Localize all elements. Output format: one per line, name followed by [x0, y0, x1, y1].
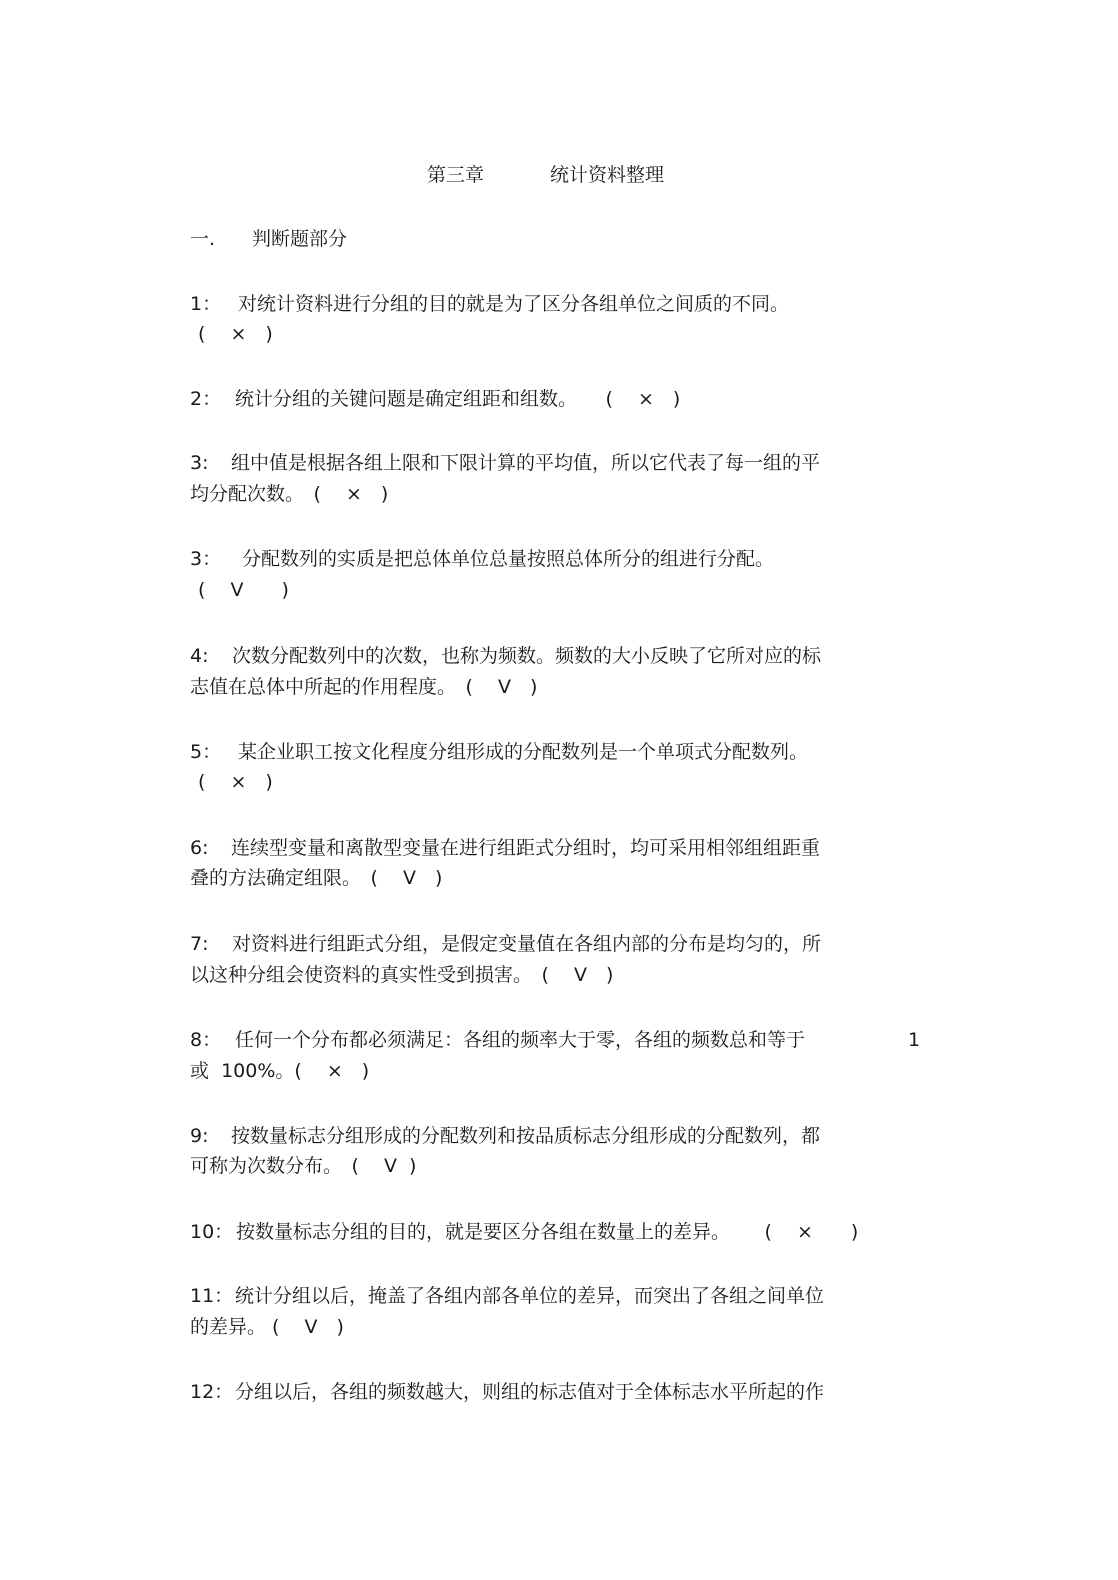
section-number: 一.: [190, 228, 216, 250]
section-title: 判断题部分: [252, 228, 348, 250]
item-number: 9:: [190, 1125, 209, 1147]
item-text: 连续型变量和离散型变量在进行组距式分组时，均可采用相邻组组距重: [231, 837, 821, 859]
item-text-continued: 均分配次数。 ( × ): [190, 483, 389, 505]
item-text: 按数量标志分组的目的，就是要区分各组在数量上的差异。 ( × ): [236, 1221, 859, 1243]
item-text: 对资料进行组距式分组，是假定变量值在各组内部的分布是均匀的，所: [232, 933, 822, 955]
item-text-continued: 可称为次数分布。 ( V ): [190, 1155, 417, 1177]
item-text-continued: 以这种分组会使资料的真实性受到损害。 ( V ): [190, 964, 614, 986]
item-text-continued: 的差异。 ( V ): [190, 1316, 344, 1338]
item-text: 分组以后，各组的频数越大，则组的标志值对于全体标志水平所起的作: [235, 1381, 825, 1403]
item-text-continued: 叠的方法确定组限。 ( V ): [190, 867, 443, 889]
item-answer: ( × ): [198, 323, 273, 345]
item-text-trailing: 1: [908, 1029, 921, 1051]
item-text: 次数分配数列中的次数，也称为频数。频数的大小反映了它所对应的标: [232, 645, 822, 667]
item-answer: ( V ): [198, 579, 289, 601]
item-number: 7:: [190, 933, 209, 955]
item-number: 8：: [190, 1029, 222, 1051]
item-number: 2：: [190, 388, 222, 410]
item-number: 10：: [190, 1221, 234, 1243]
item-number: 3：: [190, 548, 222, 570]
item-number: 5：: [190, 741, 222, 763]
item-number: 1：: [190, 293, 222, 315]
item-text: 某企业职工按文化程度分组形成的分配数列是一个单项式分配数列。: [238, 741, 809, 763]
item-text: 对统计资料进行分组的目的就是为了区分各组单位之间质的不同。: [238, 293, 790, 315]
item-text-continued: 或 100%。( × ): [190, 1060, 370, 1082]
item-number: 4:: [190, 645, 209, 667]
item-answer: ( × ): [198, 771, 273, 793]
item-text-continued: 志值在总体中所起的作用程度。 ( V ): [190, 676, 538, 698]
item-text: 组中值是根据各组上限和下限计算的平均值，所以它代表了每一组的平: [231, 452, 821, 474]
item-text: 统计分组的关键问题是确定组距和组数。 ( × ): [235, 388, 681, 410]
item-number: 12：: [190, 1381, 234, 1403]
item-number: 3:: [190, 452, 209, 474]
chapter-number: 第三章: [427, 164, 485, 186]
chapter-title: 统计资料整理: [550, 164, 665, 186]
item-number: 11：: [190, 1285, 234, 1307]
item-text: 任何一个分布都必须满足：各组的频率大于零，各组的频数总和等于: [235, 1029, 806, 1051]
item-text: 分配数列的实质是把总体单位总量按照总体所分的组进行分配。: [242, 548, 775, 570]
item-number: 6:: [190, 837, 209, 859]
item-text: 按数量标志分组形成的分配数列和按品质标志分组形成的分配数列，都: [231, 1125, 821, 1147]
item-text: 统计分组以后，掩盖了各组内部各单位的差异，而突出了各组之间单位: [235, 1285, 825, 1307]
